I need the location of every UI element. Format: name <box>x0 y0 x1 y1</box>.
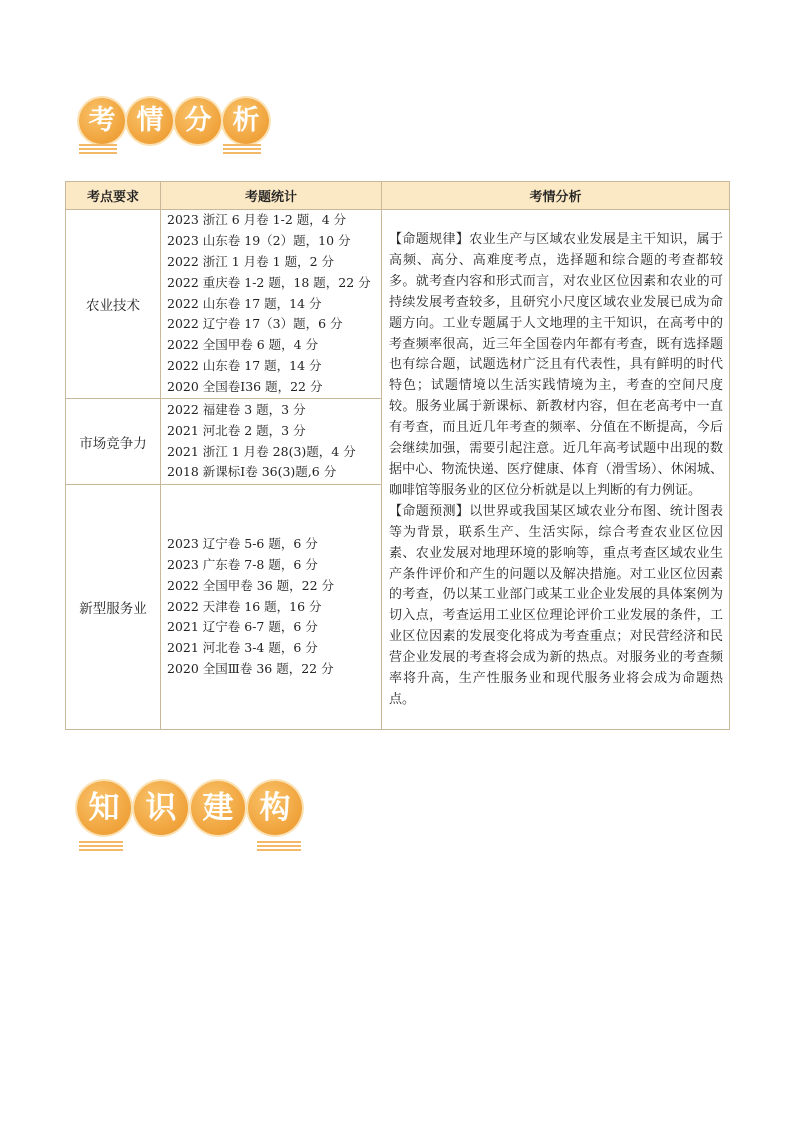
decor-stripes-left <box>79 144 117 153</box>
stat-line: 2022 山东卷 17 题，14 分 <box>167 357 322 373</box>
header-analysis: 考情分析 <box>382 182 730 210</box>
stats-cell <box>161 210 382 399</box>
section-header-knowledge <box>75 777 315 847</box>
stat-line: 2021 辽宁卷 6-7 题，6 分 <box>167 619 318 635</box>
stat-line: 2020 全国卷Ⅰ36 题，22 分 <box>167 378 323 394</box>
stat-line: 2022 辽宁卷 17（3）题，6 分 <box>167 316 343 332</box>
header-stats: 考题统计 <box>161 182 382 210</box>
exam-analysis-table <box>65 181 730 730</box>
stat-line: 2022 天津卷 16 题，16 分 <box>167 598 322 614</box>
stat-line: 2023 辽宁卷 5-6 题，6 分 <box>167 536 318 552</box>
title-char: 构 <box>248 781 302 835</box>
stats-cell <box>161 399 382 485</box>
topic-cell: 市场竞争力 <box>66 399 161 485</box>
analysis-cell <box>382 210 730 730</box>
stat-line: 2023 山东卷 19（2）题，10 分 <box>167 233 351 249</box>
stat-line: 2020 全国Ⅲ卷 36 题，22 分 <box>167 660 334 676</box>
stat-line: 2022 全国甲卷 6 题，4 分 <box>167 337 319 353</box>
stat-line: 2022 福建卷 3 题，3 分 <box>167 401 306 417</box>
stat-line: 2018 新课标Ⅰ卷 36(3)题,6 分 <box>167 464 337 480</box>
stat-line: 2023 浙江 6 月卷 1-2 题，4 分 <box>167 212 347 228</box>
stat-line: 2022 浙江 1 月卷 1 题，2 分 <box>167 254 335 269</box>
stat-line: 2021 河北卷 2 题，3 分 <box>167 422 306 438</box>
stat-line: 2023 广东卷 7-8 题，6 分 <box>167 557 318 572</box>
title-char: 建 <box>191 781 245 835</box>
stats-cell <box>161 485 382 730</box>
title-char: 识 <box>134 781 188 835</box>
analysis-paragraph-prediction: 【命题预测】以世界或我国某区域农业分布图、统计图表等为背景，联系生产、生活实际，综合考查农业区位因素、农业发展对地理环境的影响等，重点考查区域农业生产条件评价和产生的问题以及解决措施。对工业区位因素的考查，仍以某工业部门或某工业企业发展的具体案例为切入点，考查运用工业区位理论评价工业发展的条件，工业区位因素的发展变化将成为考查重点；对民营经济和民营企业发展的考查将会成为新的热点。对服务业的考查频率将升高，生产性服务业和现代服务业将会成为命题热点。 <box>389 503 723 707</box>
analysis-paragraph-pattern: 【命题规律】农业生产与区域农业发展是主干知识，属于高频、高分、高难度考点，选择题和综合题的考查都较多。就考查内容和形式而言，对农业区位因素和农业的可持续发展考查较多，且研究小尺度区域农业发展已成为命题方向。工业专题属于人文地理的主干知识，在高考中的考查频率很高，近三年全国卷内年都有考查，既有选择题也有综合题，试题选材广泛且有代表性，具有鲜明的时代特色；试题情境以生活实践情境为主，考查的空间尺度较。服务业属于新课标、新教材内容，但在老高考中一直有考查，而且近几年考查的频率、分值在不断提高，今后会继续加强，需要引起注意。近几年高考试题中出现的数据中心、物流快递、医疗健康、体育（滑雪场）、休闲城、咖啡馆等服务业的区位分析就是以上判断的有力例证。 <box>389 232 723 498</box>
title-char: 分 <box>175 98 221 144</box>
title-char: 情 <box>127 98 173 144</box>
section-header-analysis <box>75 94 275 164</box>
table-header-row <box>66 182 730 210</box>
stat-line: 2021 浙江 1 月卷 28(3)题，4 分 <box>167 443 356 459</box>
table-row <box>66 210 730 399</box>
title-char: 知 <box>77 781 131 835</box>
stat-line: 2022 山东卷 17 题，14 分 <box>167 295 322 311</box>
topic-cell: 新型服务业 <box>66 485 161 730</box>
title-char: 考 <box>79 98 125 144</box>
decor-stripes-right <box>223 144 261 153</box>
title-char: 析 <box>223 98 269 144</box>
header-topic: 考点要求 <box>66 182 161 210</box>
topic-cell: 农业技术 <box>66 210 161 399</box>
stat-line: 2022 重庆卷 1-2 题，18 题，22 分 <box>167 274 371 290</box>
stat-line: 2021 河北卷 3-4 题，6 分 <box>167 640 318 656</box>
stat-line: 2022 全国甲卷 36 题，22 分 <box>167 577 335 593</box>
decor-stripes-right <box>257 841 301 850</box>
decor-stripes-left <box>79 841 123 850</box>
